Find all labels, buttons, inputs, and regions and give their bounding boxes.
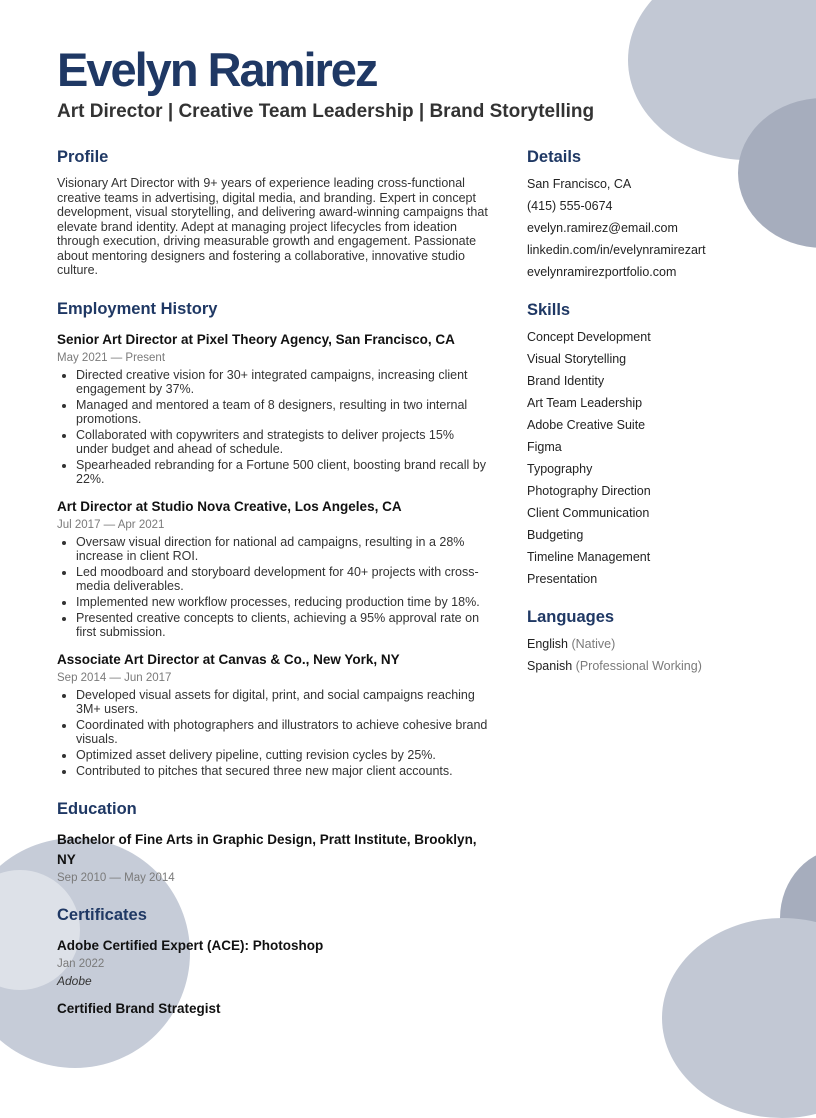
section-heading: Details — [527, 148, 582, 166]
detail-location: San Francisco, CA — [527, 177, 632, 191]
detail-phone: (415) 555-0674 — [527, 199, 613, 213]
job-bullet: • Optimized asset delivery pipeline, cutting revision cycles by 25%. — [76, 748, 489, 762]
job-dates: Sep 2014 — Jun 2017 — [57, 671, 172, 684]
details-section — [527, 148, 797, 279]
skill-item: Art Team Leadership — [527, 396, 643, 410]
languages-list — [527, 637, 797, 673]
candidate-tagline: Art Director | Creative Team Leadership | Brand Storytelling — [57, 101, 595, 122]
job-title: Senior Art Director at Pixel Theory Agency, San Francisco, CA — [57, 331, 455, 347]
language-level: (Native) — [571, 637, 616, 651]
language-name: Spanish — [527, 659, 573, 673]
job-bullet: • Presented creative concepts to clients, achieving a 95% approval rate on first submission. — [76, 611, 489, 639]
section-heading: Profile — [57, 148, 109, 166]
job-entry — [57, 497, 489, 639]
degree-title: Bachelor of Fine Arts in Graphic Design, Pratt Institute, Brooklyn, NY — [57, 831, 477, 867]
detail-linkedin[interactable]: linkedin.com/in/evelynramirezart — [527, 243, 706, 257]
language-level: (Professional Working) — [575, 659, 702, 673]
job-bullets — [57, 535, 489, 639]
job-bullet: • Coordinated with photographers and illustrators to achieve cohesive brand visuals. — [76, 718, 489, 746]
job-bullet: • Contributed to pitches that secured three new major client accounts. — [76, 764, 489, 778]
job-bullet: • Developed visual assets for digital, print, and social campaigns reaching 3M+ users. — [76, 688, 489, 716]
skill-item: Typography — [527, 462, 593, 476]
section-heading: Employment History — [57, 299, 218, 318]
skill-item: Budgeting — [527, 528, 584, 542]
certificate-title: Adobe Certified Expert (ACE): Photoshop — [57, 937, 324, 953]
section-heading: Skills — [527, 301, 571, 319]
certificate-issuer: Adobe — [57, 973, 92, 988]
job-entry — [57, 650, 489, 778]
certificates-section — [57, 906, 489, 1019]
job-title: Associate Art Director at Canvas & Co., New York, NY — [57, 651, 400, 667]
certificate-date: Jan 2022 — [57, 957, 105, 970]
skill-item: Brand Identity — [527, 374, 605, 388]
job-bullet: • Managed and mentored a team of 8 designers, resulting in two internal promotions. — [76, 398, 489, 426]
job-bullet: • Implemented new workflow processes, reducing production time by 18%. — [76, 595, 489, 609]
job-bullet: • Collaborated with copywriters and strategists to deliver projects 15% under budget and ahead of schedule. — [76, 428, 489, 456]
profile-text: Visionary Art Director with 9+ years of experience leading cross-functional creative teams in advertising, digital media, and branding. Expert in concept development, visual storytelling, and delivering award-winning campaigns that elevate brand identity. Adept at managing project lifecycles from ideation through execution, driving measurable growth and engagement. Passionate about mentoring designers and fostering a collaborative, innovative studio culture. — [57, 176, 488, 277]
sidebar-column — [527, 148, 797, 681]
job-dates: May 2021 — Present — [57, 351, 166, 364]
job-dates: Jul 2017 — Apr 2021 — [57, 518, 165, 531]
skill-item: Concept Development — [527, 330, 651, 344]
section-heading: Languages — [527, 608, 615, 626]
skill-item: Client Communication — [527, 506, 650, 520]
skill-item: Visual Storytelling — [527, 352, 627, 366]
skills-list — [527, 330, 797, 586]
job-bullets — [57, 368, 489, 486]
candidate-name: Evelyn Ramirez — [57, 43, 377, 96]
section-heading: Education — [57, 799, 137, 818]
skill-item: Figma — [527, 440, 562, 454]
job-bullet: • Directed creative vision for 30+ integrated campaigns, increasing client engagement by 37%. — [76, 368, 489, 396]
job-bullets — [57, 688, 489, 778]
education-section — [57, 800, 489, 884]
skill-item: Adobe Creative Suite — [527, 418, 646, 432]
main-column — [57, 148, 489, 1019]
job-entry — [57, 330, 489, 486]
job-bullet: • Led moodboard and storyboard development for 40+ projects with cross-media deliverables. — [76, 565, 489, 593]
language-item — [527, 637, 797, 651]
certificate-entry — [57, 936, 489, 988]
skill-item: Timeline Management — [527, 550, 651, 564]
education-entry — [57, 830, 489, 884]
skill-item: Presentation — [527, 572, 598, 586]
job-bullet: • Oversaw visual direction for national ad campaigns, resulting in a 28% increase in client ROI. — [76, 535, 489, 563]
language-item — [527, 659, 797, 673]
skill-item: Photography Direction — [527, 484, 651, 498]
job-title: Art Director at Studio Nova Creative, Los Angeles, CA — [57, 498, 402, 514]
skills-section — [527, 301, 797, 586]
certificate-title: Certified Brand Strategist — [57, 1000, 221, 1016]
employment-section — [57, 300, 489, 778]
languages-section — [527, 608, 797, 673]
section-heading: Certificates — [57, 905, 147, 924]
detail-email[interactable]: evelyn.ramirez@email.com — [527, 221, 678, 235]
profile-section — [57, 148, 489, 278]
certificate-entry — [57, 999, 489, 1019]
detail-portfolio[interactable]: evelynramirezportfolio.com — [527, 265, 677, 279]
language-name: English — [527, 637, 568, 651]
details-list — [527, 177, 797, 279]
job-bullet: • Spearheaded rebranding for a Fortune 500 client, boosting brand recall by 22%. — [76, 458, 489, 486]
education-dates: Sep 2010 — May 2014 — [57, 871, 175, 884]
